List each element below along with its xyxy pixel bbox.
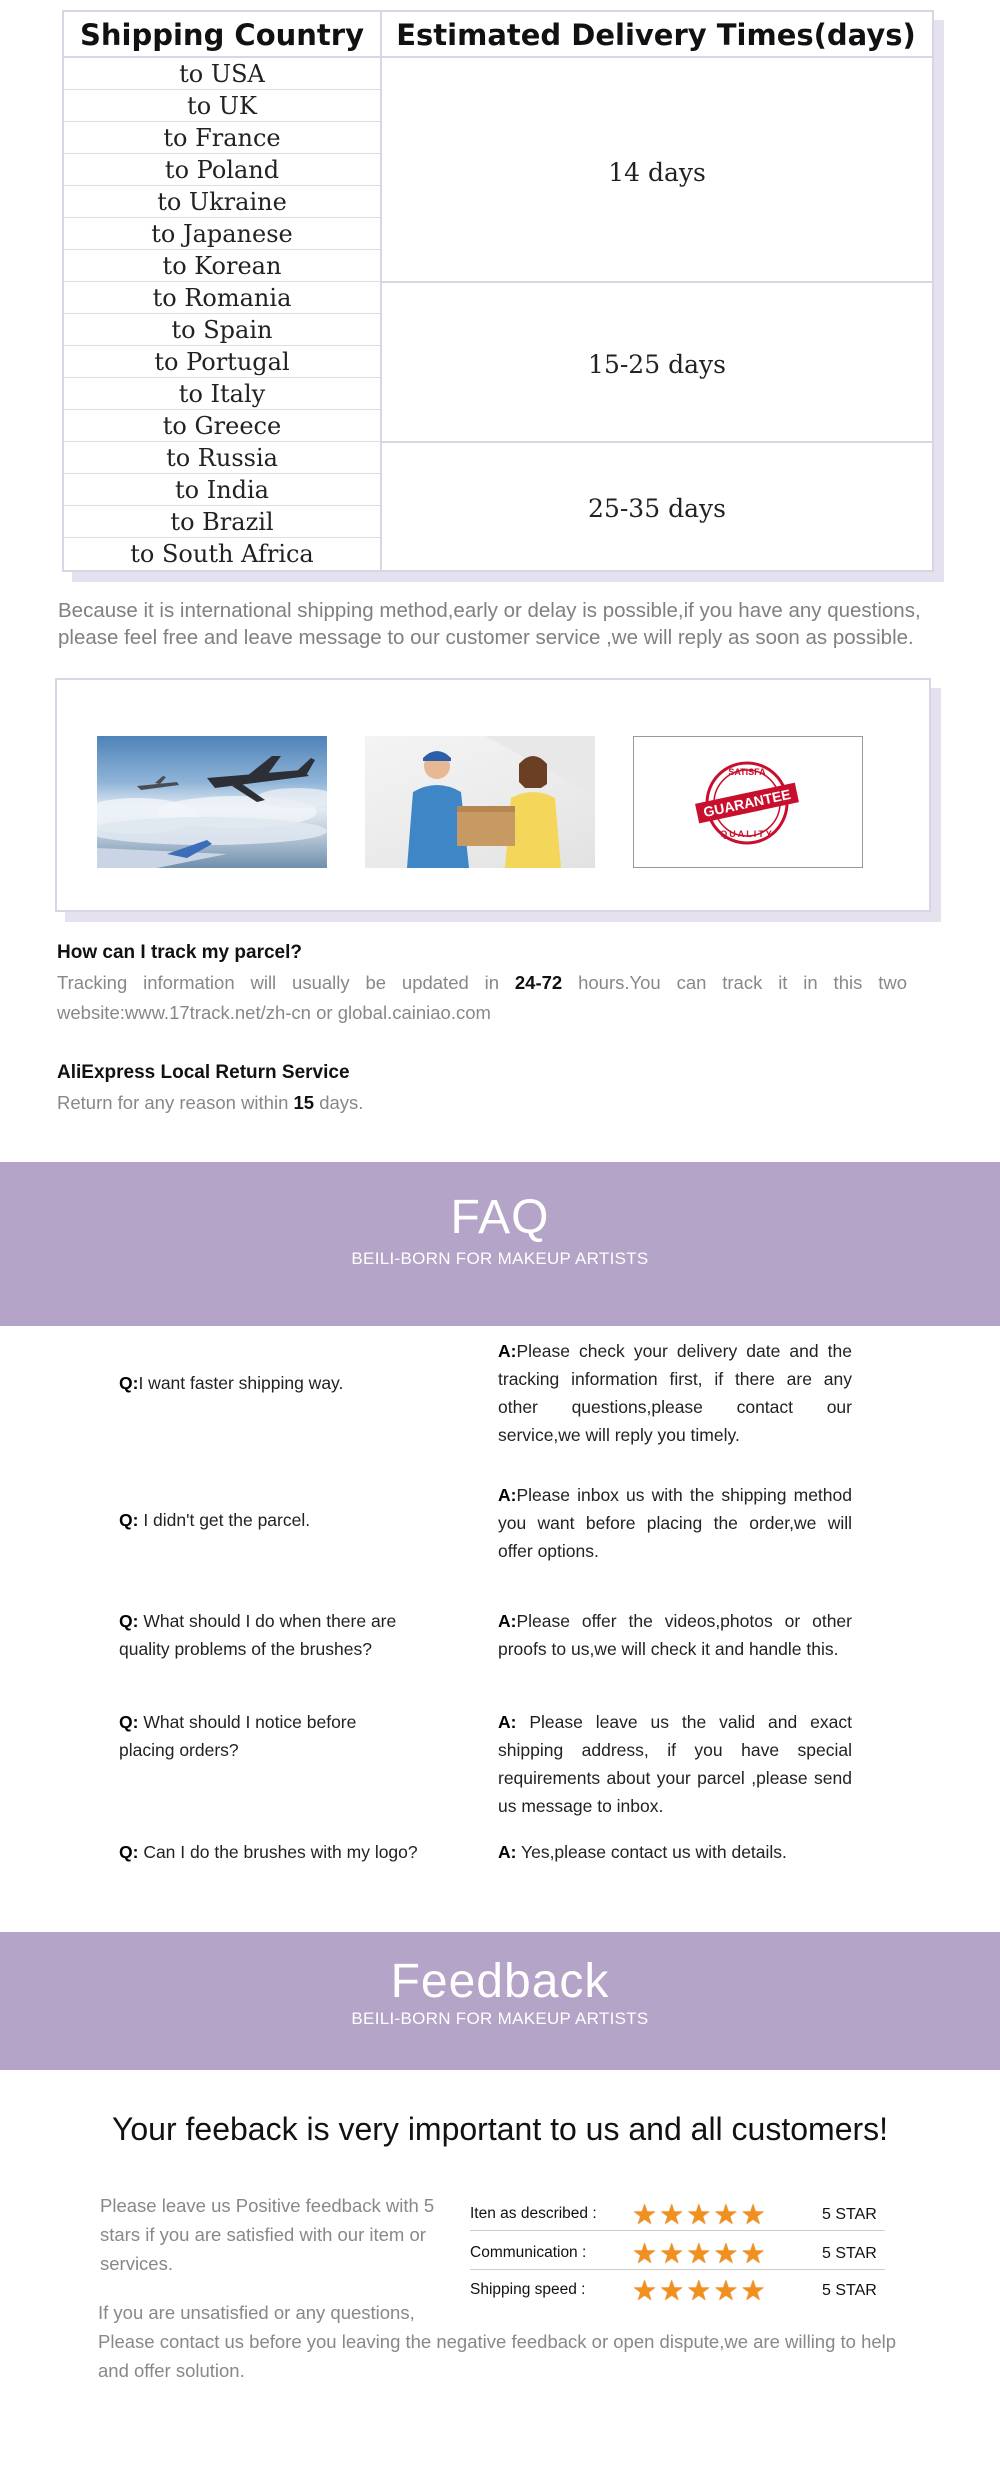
star-icon: ★ — [659, 2238, 685, 2269]
country-cell: to UK — [64, 90, 380, 122]
q-prefix: Q: — [119, 1842, 139, 1862]
star-icon: ★ — [686, 2238, 712, 2269]
faq-answer — [498, 1607, 852, 1663]
answer-text: Yes,please contact us with details. — [516, 1842, 787, 1862]
shipping-notice: Because it is international shipping method,early or delay is possible,if you have any questions, please feel free and leave message to our customer service ,we will reply as soon as possible. — [58, 599, 921, 649]
a-prefix: A: — [498, 1842, 517, 1862]
feedback-headline: Your feeback is very important to us and all customers! — [111, 2111, 889, 2147]
shipping-table — [62, 10, 934, 572]
faq-question — [119, 1506, 439, 1534]
feedback-unsatisfied-text — [98, 2298, 918, 2385]
delivery-days-group-1: 14 days — [608, 158, 706, 187]
faq-banner-subtitle: BEILI-BORN FOR MAKEUP ARTISTS — [351, 1249, 649, 1268]
star-icon: ★ — [713, 2275, 739, 2306]
track-text — [57, 968, 907, 1028]
track-text-before: Tracking information will usually be updated in — [57, 972, 515, 993]
q-prefix: Q: — [119, 1510, 139, 1530]
rating-label: Shipping speed : — [470, 2281, 586, 2298]
faq-question — [119, 1708, 369, 1764]
faq-banner-title: FAQ — [450, 1191, 550, 1244]
question-text: I didn't get the parcel. — [138, 1510, 311, 1530]
country-cell: to South Africa — [130, 540, 314, 568]
shipping-table-section — [62, 10, 934, 572]
star-icon: ★ — [686, 2275, 712, 2306]
star-icon: ★ — [632, 2275, 658, 2306]
country-cell: to Russia — [64, 442, 380, 474]
unsatisfied-line-1: If you are unsatisfied or any questions, — [98, 2302, 415, 2323]
header-delivery-times: Estimated Delivery Times(days) — [396, 18, 916, 52]
country-cell: to Portugal — [64, 346, 380, 378]
country-cell: to France — [64, 122, 380, 154]
star-icon: ★ — [632, 2238, 658, 2269]
seal-top-text: SATISFA — [728, 767, 766, 777]
faq-question — [119, 1607, 409, 1663]
country-cell: to Italy — [64, 378, 380, 410]
return-days: 15 — [293, 1092, 315, 1113]
rating-value: 5 STAR — [822, 2245, 877, 2262]
faq-answer — [498, 1481, 852, 1565]
star-rating — [632, 2240, 768, 2268]
star-icon: ★ — [713, 2199, 739, 2230]
return-text — [57, 1088, 907, 1118]
star-rating — [632, 2201, 768, 2229]
q-prefix: Q: — [119, 1712, 139, 1732]
rating-row — [470, 2201, 890, 2231]
rating-row — [470, 2240, 890, 2270]
question-text: Can I do the brushes with my logo? — [138, 1842, 418, 1862]
faq-answer — [498, 1708, 852, 1820]
faq-question — [119, 1369, 439, 1397]
faq-banner — [0, 1162, 1000, 1326]
images-box — [55, 678, 931, 912]
rating-label: Communication : — [470, 2244, 587, 2261]
header-shipping-country: Shipping Country — [80, 18, 364, 52]
return-text-before: Return for any reason within — [57, 1092, 294, 1113]
q-prefix: Q: — [119, 1373, 139, 1393]
faq-answer — [498, 1337, 852, 1449]
country-cell: to India — [64, 474, 380, 506]
track-hours: 24-72 — [514, 972, 563, 993]
feedback-positive-text: Please leave us Positive feedback with 5 stars if you are satisfied with our item or services. — [100, 2195, 435, 2274]
star-icon: ★ — [713, 2238, 739, 2269]
rating-label: Iten as described : — [470, 2205, 597, 2222]
return-text-after: days. — [314, 1092, 364, 1113]
a-prefix: A: — [498, 1485, 517, 1505]
airplane-image — [97, 736, 327, 868]
question-text: What should I do when there are quality problems of the brushes? — [119, 1611, 397, 1659]
delivery-days-group-3: 25-35 days — [588, 494, 726, 523]
a-prefix: A: — [498, 1341, 517, 1361]
rating-divider — [470, 2230, 885, 2231]
delivery-days-group-2: 15-25 days — [588, 350, 726, 379]
faq-question — [119, 1838, 439, 1866]
answer-text: Please leave us the valid and exact shipping address, if you have special requirements about your parcel ,please send us message to inbox. — [498, 1712, 852, 1816]
country-cell: to Korean — [64, 250, 380, 282]
country-cell: to Ukraine — [64, 186, 380, 218]
group-divider — [382, 441, 932, 443]
seal-bottom-text: QUALITY — [720, 829, 774, 839]
guarantee-seal-image — [633, 736, 863, 868]
delivery-image — [365, 736, 595, 868]
unsatisfied-line-2: Please contact us before you leaving the negative feedback or open dispute,we are willing to help and offer solution. — [98, 2331, 897, 2381]
country-cell: to Romania — [64, 282, 380, 314]
star-icon: ★ — [740, 2238, 766, 2269]
star-icon: ★ — [686, 2199, 712, 2230]
return-title: AliExpress Local Return Service — [57, 1062, 350, 1083]
faq-answer — [498, 1838, 852, 1866]
track-text-after: hours.You can track it in this two website:www.17track.net/zh-cn or global.cainiao.com — [57, 972, 907, 1023]
country-cell: to USA — [64, 58, 380, 90]
rating-divider — [470, 2269, 885, 2270]
images-section — [55, 678, 931, 912]
seal-guarantee-text: GUARANTEE — [701, 785, 793, 821]
star-icon: ★ — [740, 2275, 766, 2306]
country-cell: to Japanese — [64, 218, 380, 250]
country-cell: to Poland — [64, 154, 380, 186]
question-text: I want faster shipping way. — [138, 1373, 344, 1393]
rating-value: 5 STAR — [822, 2282, 877, 2299]
star-icon: ★ — [659, 2199, 685, 2230]
group-divider — [382, 281, 932, 283]
star-icon: ★ — [740, 2199, 766, 2230]
answer-text: Please offer the videos,photos or other proofs to us,we will check it and handle this. — [498, 1611, 852, 1659]
answer-text: Please check your delivery date and the tracking information first, if there are any other questions,please contact our service,we will reply you timely. — [498, 1341, 852, 1445]
a-prefix: A: — [498, 1611, 517, 1631]
feedback-banner-title: Feedback — [390, 1955, 610, 2008]
feedback-banner — [0, 1932, 1000, 2070]
q-prefix: Q: — [119, 1611, 139, 1631]
country-cell: to Spain — [64, 314, 380, 346]
column-divider — [380, 12, 382, 570]
a-prefix: A: — [498, 1712, 517, 1732]
question-text: What should I notice before placing orders? — [119, 1712, 357, 1760]
country-cell: to Brazil — [64, 506, 380, 538]
track-title: How can I track my parcel? — [57, 942, 302, 963]
rating-value: 5 STAR — [822, 2206, 877, 2223]
answer-text: Please inbox us with the shipping method you want before placing the order,we will offer options. — [498, 1485, 852, 1561]
feedback-banner-subtitle: BEILI-BORN FOR MAKEUP ARTISTS — [351, 2009, 649, 2028]
star-icon: ★ — [659, 2275, 685, 2306]
country-cell: to Greece — [64, 410, 380, 442]
star-icon: ★ — [632, 2199, 658, 2230]
table-header — [64, 12, 932, 58]
